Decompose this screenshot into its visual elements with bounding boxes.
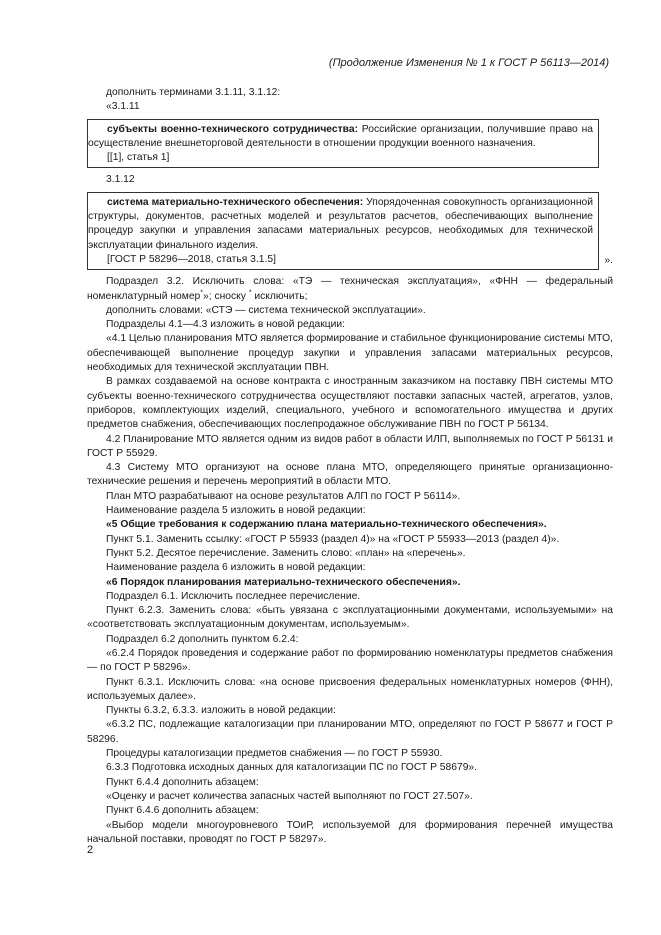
paragraph: «6.2.4 Порядок проведения и содержание работ по формированию номенклатуры предметов снабжения — по ГОСТ Р 58296».	[87, 647, 613, 674]
footnote-mark: *	[200, 289, 204, 297]
term-definition	[88, 123, 593, 152]
paragraph: Наименование раздела 6 изложить в новой редакции:	[106, 562, 366, 574]
paragraph: Пункт 6.4.6 дополнить абзацем:	[106, 805, 259, 817]
term-text: Упорядоченная совокупность организационной структуры, документов, расчетных моделей и результатов расчетов, обеспечивающих выполнение процедур закупки и управления запасами материальных ресурсов, необходимых для технической эксплуатации финального изделия.	[88, 196, 593, 251]
term-name: субъекты военно-технического сотрудничества:	[107, 123, 359, 135]
paragraph: «6.3.2 ПС, подлежащие каталогизации при планировании МТО, определяют по ГОСТ Р 58677 и ГОСТ Р 58296.	[87, 719, 613, 745]
term-name: система материально-технического обеспечения:	[107, 196, 364, 208]
paragraph: Пункты 6.3.2, 6.3.3. изложить в новой редакции:	[106, 705, 336, 717]
footnote-mark: *	[248, 289, 252, 297]
paragraph: 6.3.3 Подготовка исходных данных для каталогизации ПС по ГОСТ Р 58679».	[106, 762, 478, 774]
paragraph: 4.3 Систему МТО организуют на основе плана МТО, определяющего принятые организационно-технические решения и перечень мероприятий в области МТО.	[87, 462, 613, 488]
closing-quote: ».	[604, 254, 613, 266]
paragraph: Пункт 6.4.4 дополнить абзацем:	[106, 776, 259, 788]
term-box-1	[87, 119, 613, 169]
paragraph: Подраздел 3.2. Исключить слова: «ТЭ — техническая эксплуатация», «ФНН — федеральный номенклатурный номер*»; сноску * исключить;	[87, 276, 613, 302]
document-body	[87, 86, 613, 847]
paragraph: Пункт 6.2.3. Заменить слова: «быть увязана с эксплуатационными документами, используемыми» на «соответствовать эксплуатационным документам, используемым».	[87, 605, 613, 631]
term-number-3-1-11: «3.1.11	[106, 101, 140, 113]
paragraph: дополнить словами: «СТЭ — система технической эксплуатации».	[106, 304, 426, 316]
paragraph: Пункт 6.3.1. Исключить слова: «на основе присвоения федеральных номенклатурных номеров (ФНН), используемых далее».	[87, 676, 613, 702]
paragraph: Процедуры каталогизации предметов снабжения — по ГОСТ Р 55930.	[106, 748, 443, 760]
paragraph: Пункт 5.2. Десятое перечисление. Заменить слово: «план» на «перечень».	[106, 547, 466, 559]
paragraph: Подразделы 4.1—4.3 изложить в новой редакции:	[106, 319, 346, 331]
page-number: 2	[87, 844, 94, 856]
term-source: [[1], статья 1]	[107, 152, 170, 164]
paragraph: «Выбор модели многоуровневого ТОиР, используемой для формирования перечней имущества начальной поставки, проводят по ГОСТ Р 58297».	[87, 819, 613, 845]
paragraph: План МТО разрабатывают на основе результатов АЛП по ГОСТ Р 56114».	[106, 490, 461, 502]
paragraph: Пункт 5.1. Заменить ссылку: «ГОСТ Р 55933 (раздел 4)» на «ГОСТ Р 55933—2013 (раздел 4)».	[106, 533, 560, 545]
term-text: Российские организации, получившие право на осуществление внешнеторговой деятельности в отношении продукции военного назначения.	[88, 123, 593, 149]
term-definition	[88, 196, 593, 253]
term-number-3-1-12: 3.1.12	[106, 174, 135, 186]
paragraph: Наименование раздела 5 изложить в новой редакции:	[106, 505, 366, 517]
term-source: [ГОСТ Р 58296—2018, статья 3.1.5]	[107, 253, 276, 265]
term-box-2	[87, 192, 613, 270]
section-heading: «6 Порядок планирования материально-технического обеспечения».	[106, 576, 461, 588]
paragraph: Подраздел 6.2 дополнить пунктом 6.2.4:	[106, 633, 299, 645]
section-heading: «5 Общие требования к содержанию плана материально-технического обеспечения».	[106, 519, 547, 531]
running-header: (Продолжение Изменения № 1 к ГОСТ Р 56113—2014)	[328, 57, 609, 69]
paragraph: «Оценку и расчет количества запасных частей выполняют по ГОСТ 27.507».	[106, 790, 473, 802]
intro-line: дополнить терминами 3.1.11, 3.1.12:	[106, 87, 281, 98]
paragraph: «4.1 Целью планирования МТО является формирование и стабильное функционирование системы МТО, обеспечивающей выполнение процедур закупки и управления запасами материальных ресурсов, необходимых для технической эксплуатации ПВН.	[87, 333, 613, 374]
paragraph: 4.2 Планирование МТО является одним из видов работ в области ИЛП, выполняемых по ГОСТ Р 56131 и ГОСТ Р 55929.	[87, 433, 613, 459]
paragraph: В рамках создаваемой на основе контракта с иностранным заказчиком на поставку ПВН системы МТО субъекты военно-технического сотрудничества осуществляют поставки запасных частей, агрегатов, узлов, приборов, комплектующих изделий, специального, учебного и вспомогательного имущества и других предметов снабжения, обеспечивающих послепродажное обслуживание ПВН по ГОСТ Р 56134.	[87, 376, 613, 431]
paragraph: Подраздел 6.1. Исключить последнее перечисление.	[106, 590, 361, 602]
